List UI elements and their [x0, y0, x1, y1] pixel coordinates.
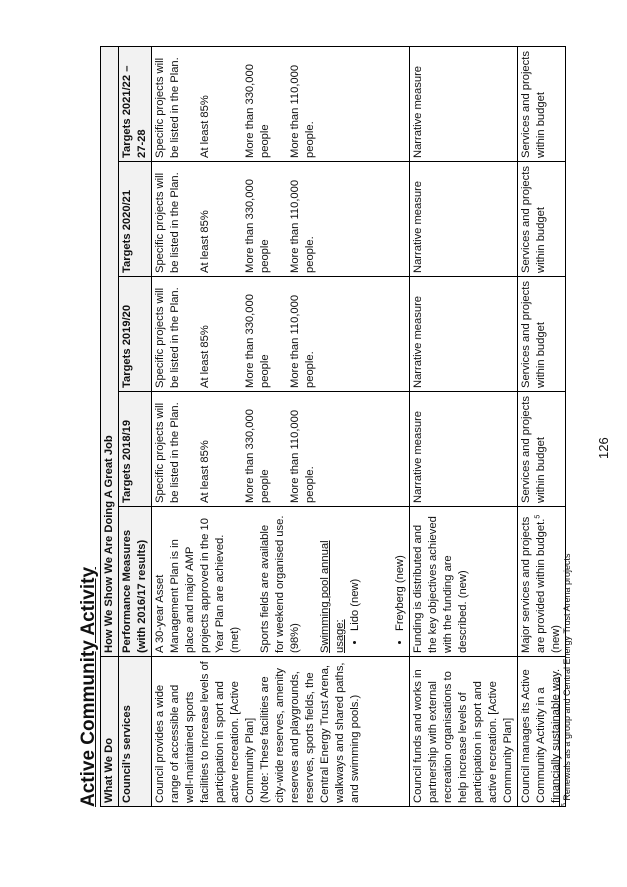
footnote-marker: 5 — [561, 803, 568, 807]
footnote — [562, 553, 572, 807]
target-fields: At least 85% — [199, 95, 211, 158]
target-cell: Narrative measure — [410, 392, 518, 507]
footnote-divider — [559, 677, 560, 807]
target-cell: Services and projects within budget — [518, 277, 566, 392]
target-freyberg: More than 110,000 people. — [289, 294, 316, 388]
target-plan: Specific projects will be listed in the Plan. — [154, 287, 181, 388]
target-header-2018: Targets 2018/19 — [119, 392, 152, 507]
section-heading: Active Community Activity — [78, 566, 99, 807]
page-number: 126 — [596, 437, 611, 459]
target-freyberg: More than 110,000 people. — [289, 409, 316, 503]
target-cell: Narrative measure — [410, 162, 518, 277]
service-cell — [152, 657, 410, 807]
service-cell: Council manages its Active Community Activity in a financially sustainable way. — [518, 657, 566, 807]
pool-list — [348, 510, 363, 653]
target-cell: Services and projects within budget — [518, 162, 566, 277]
service-cell: Council funds and works in partnership with external recreation organisations to help increase levels of participation in sport and active recreation. [Active Community Plan] — [410, 657, 518, 807]
target-cell — [152, 47, 410, 162]
target-plan: Specific projects will be listed in the Plan. — [154, 57, 181, 158]
target-cell — [152, 392, 410, 507]
target-fields: At least 85% — [199, 325, 211, 388]
target-fields: At least 85% — [199, 440, 211, 503]
table-row — [152, 47, 410, 807]
measure-cell — [518, 507, 566, 657]
measure-text: A 30-year Asset Management Plan is in place and major AMP projects approved in the 10 Year Plan are achieved. (met) — [154, 518, 241, 653]
target-header-2021: Targets 2021/22 – 27-28 — [119, 47, 152, 162]
measure-subheading: Swimming pool annual usage: — [319, 540, 346, 653]
measure-suffix: (new) — [550, 625, 562, 653]
service-note: (Note: These facilities are city-wide reserves, amenity reserves and playgrounds, reserves, sports fields, the Central Energy Trust Arena, walkways and shared paths, and swimming pools.) — [259, 662, 361, 803]
performance-table — [100, 46, 566, 807]
pool-list — [393, 510, 408, 653]
target-cell: Narrative measure — [410, 277, 518, 392]
how-we-show-header: How We Show We Are Doing A Great Job — [101, 47, 119, 657]
target-header-2019: Targets 2019/20 — [119, 277, 152, 392]
measure-cell — [152, 507, 410, 657]
list-item: • Freyberg (new) — [393, 510, 408, 631]
target-cell: Services and projects within budget — [518, 47, 566, 162]
measures-column-header: Performance Measures (with 2016/17 results) — [119, 507, 152, 657]
measure-text: Major services and projects are provided within budget. — [520, 516, 547, 653]
target-cell — [152, 162, 410, 277]
target-plan: Specific projects will be listed in the Plan. — [154, 172, 181, 273]
target-header-2020: Targets 2020/21 — [119, 162, 152, 277]
measure-text: Sports fields are available for weekend organised use. (98%) — [259, 515, 301, 653]
target-freyberg: More than 110,000 people. — [289, 64, 316, 158]
target-freyberg: More than 110,000 people. — [289, 179, 316, 273]
target-lido: More than 330,000 people — [244, 64, 271, 158]
target-fields: At least 85% — [199, 210, 211, 273]
service-text: Council provides a wide range of accessible and well-maintained sports facilities to increase levels of participation in sport and active recreation. [Active Community Plan] — [154, 661, 256, 803]
target-lido: More than 330,000 people — [244, 179, 271, 273]
footnote-ref: 5 — [534, 514, 542, 519]
table-row — [410, 47, 518, 807]
footnote-text: Renewals as a group and Central Energy Trust Arena projects — [562, 553, 572, 804]
target-lido: More than 330,000 people — [244, 409, 271, 503]
target-lido: More than 330,000 people — [244, 294, 271, 388]
table-group-header-row — [101, 47, 119, 807]
target-cell — [152, 277, 410, 392]
target-cell: Services and projects within budget — [518, 392, 566, 507]
measure-cell: Funding is distributed and the key objectives achieved with the funding are described. (new) — [410, 507, 518, 657]
target-plan: Specific projects will be listed in the Plan. — [154, 402, 181, 503]
target-cell: Narrative measure — [410, 47, 518, 162]
services-column-header: Council's services — [119, 657, 152, 807]
table-column-header-row — [119, 47, 152, 807]
what-we-do-header: What We Do — [101, 657, 119, 807]
list-item: • Lido (new) — [348, 510, 363, 631]
